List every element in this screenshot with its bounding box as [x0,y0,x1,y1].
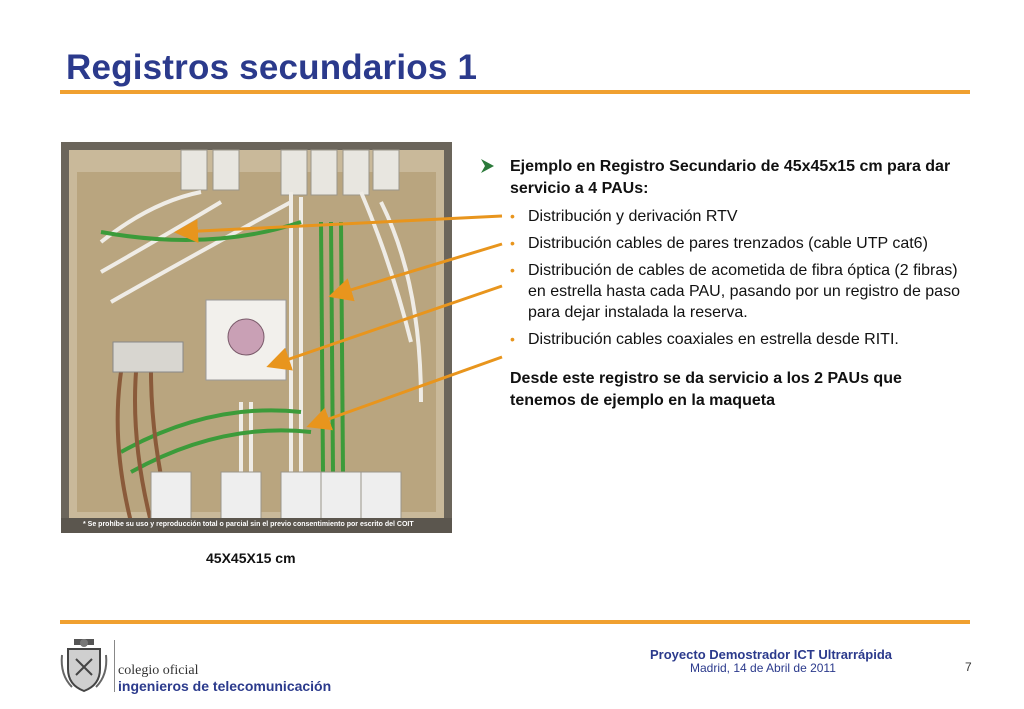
footer-project: Proyecto Demostrador ICT Ultrarrápida [650,647,893,662]
page-number: 7 [965,660,972,674]
list-item-text: Distribución y derivación RTV [528,208,738,225]
bullet-dot-icon: • [510,208,515,224]
list-item-text: Distribución cables de pares trenzados (cable UTP cat6) [528,235,928,252]
slide-title: Registros secundarios 1 [66,48,478,87]
list-item [510,329,960,350]
list-item [510,260,960,323]
slide-content [480,156,960,412]
logo-divider [114,640,115,692]
list-item-text: Distribución de cables de acometida de fibra óptica (2 fibras) en estrella hasta cada PAU, pasando por un registro de paso para dejar instalada la reserva. [528,262,960,321]
lead-paragraph [480,156,960,200]
coit-crest-icon [58,635,110,695]
bullet-dot-icon: • [510,331,515,347]
footer-date: Madrid, 14 de Abril de 2011 [690,661,836,675]
register-photo [61,142,452,533]
footer-divider [60,620,970,624]
bullet-dot-icon: • [510,235,515,251]
list-item [510,206,960,227]
org-name-line1: colegio oficial [118,663,199,678]
bullet-dot-icon: • [510,262,515,278]
title-divider [60,90,970,94]
photo-caption: 45X45X15 cm [206,550,296,566]
org-name-line2: ingenieros de telecomunicación [118,678,332,694]
lead-text: Ejemplo en Registro Secundario de 45x45x15 cm para dar servicio a 4 PAUs: [510,158,951,197]
list-item-text: Distribución cables coaxiales en estrella desde RITI. [528,331,899,348]
photo-watermark: * Se prohíbe su uso y reproducción total o parcial sin el previo consentimiento por escrito del COIT [83,521,414,528]
list-item [510,233,960,254]
feature-list [480,206,960,350]
conclusion-text: Desde este registro se da servicio a los 2 PAUs que tenemos de ejemplo en la maqueta [510,370,902,409]
arrow-bullet-icon [480,157,496,175]
